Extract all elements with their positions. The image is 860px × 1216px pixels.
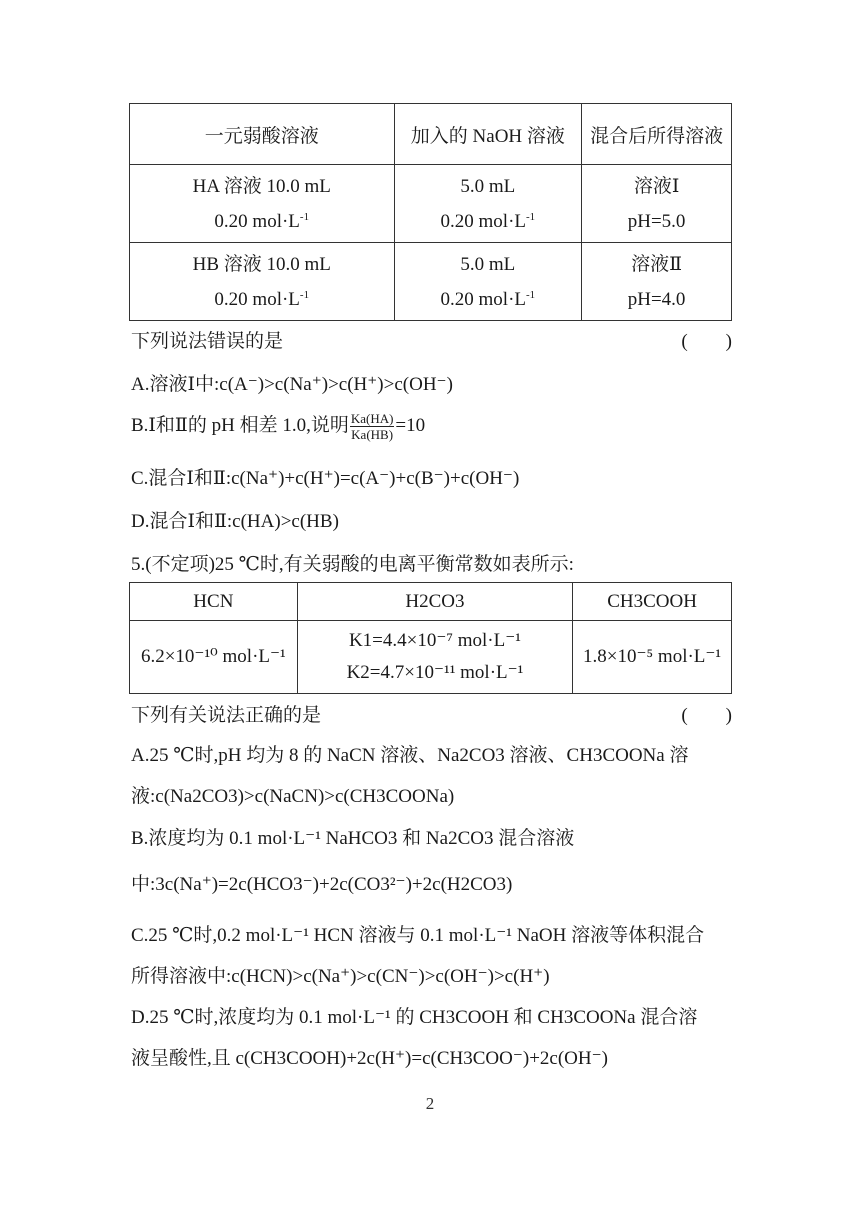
table-row: [130, 621, 732, 694]
ionization-constant-table: [129, 582, 732, 694]
q4-option-a: A.溶液Ⅰ中:c(A⁻)>c(Na⁺)>c(H⁺)>c(OH⁻): [131, 374, 453, 395]
table-row: [130, 165, 732, 243]
table1-cell-result: 溶液Ⅱ pH=4.0: [582, 243, 732, 321]
h2co3-constants: K1=4.4×10⁻⁷ mol·L⁻¹ K2=4.7×10⁻¹¹ mol·L⁻¹: [297, 621, 572, 694]
q5-answer-paren: ( ): [681, 705, 732, 726]
table1-cell-naoh: 5.0 mL 0.20 $mol\cdot L^{-1}$: [394, 165, 582, 243]
page-number: 2: [425, 1094, 435, 1113]
table2-header-h2co3: H2CO3: [297, 583, 572, 621]
q5-option-a-line1: A.25 ℃时,pH 均为 8 的 NaCN 溶液、Na2CO3 溶液、CH3COONa 溶: [131, 745, 689, 766]
table2-header-hcn: HCN: [130, 583, 298, 621]
q5-option-c-line2: 所得溶液中:c(HCN)>c(Na⁺)>c(CN⁻)>c(OH⁻)>c(H⁺): [131, 966, 550, 987]
q5-option-b-line1: B.浓度均为 0.1 mol·L⁻¹ NaHCO3 和 Na2CO3 混合溶液: [131, 828, 575, 849]
q4-option-b: B.Ⅰ和Ⅱ的 pH 相差 1.0,说明 $\frac{Ka(HA)}{Ka(HB)}$ =10: [131, 411, 426, 443]
table1-header-acid: 一元弱酸溶液: [130, 104, 395, 165]
table1-header-result: 混合后所得溶液: [582, 104, 732, 165]
q4-stem: 下列说法错误的是: [131, 331, 284, 352]
q5-option-d-line2: 液呈酸性,且 c(CH3COOH)+2c(H⁺)=c(CH3COO⁻)+2c(OH⁻): [131, 1048, 608, 1069]
q5-title: 5.(不定项)25 ℃时,有关弱酸的电离平衡常数如表所示:: [131, 554, 574, 575]
table1-cell-result: 溶液Ⅰ pH=5.0: [582, 165, 732, 243]
table1-cell-naoh: 5.0 mL 0.20 $mol\cdot L^{-1}$: [394, 243, 582, 321]
ch3cooh-constant: 1.8×10⁻⁵ mol·L⁻¹: [573, 621, 732, 694]
ka-ratio-fraction: $\frac{Ka(HA)}{Ka(HB)}$: [350, 411, 394, 443]
q4-option-d: D.混合Ⅰ和Ⅱ:c(HA)>c(HB): [131, 511, 339, 532]
table1-header-naoh: 加入的 NaOH 溶液: [394, 104, 582, 165]
table1-cell-acid: HA 溶液 10.0 mL 0.20 $mol\cdot L^{-1}$: [130, 165, 395, 243]
table-row: [130, 243, 732, 321]
table1-cell-acid: HB 溶液 10.0 mL 0.20 $mol\cdot L^{-1}$: [130, 243, 395, 321]
acid-naoh-table: [129, 103, 732, 321]
q5-option-c-line1: C.25 ℃时,0.2 mol·L⁻¹ HCN 溶液与 0.1 mol·L⁻¹ NaOH 溶液等体积混合: [131, 925, 705, 946]
q5-option-d-line1: D.25 ℃时,浓度均为 0.1 mol·L⁻¹ 的 CH3COOH 和 CH3COONa 混合溶: [131, 1007, 698, 1028]
q5-stem: 下列有关说法正确的是: [131, 705, 322, 726]
hcn-constant: 6.2×10⁻¹⁰ mol·L⁻¹: [130, 621, 298, 694]
q4-option-c: C.混合Ⅰ和Ⅱ:c(Na⁺)+c(H⁺)=c(A⁻)+c(B⁻)+c(OH⁻): [131, 468, 520, 489]
q5-option-a-line2: 液:c(Na2CO3)>c(NaCN)>c(CH3COONa): [131, 786, 455, 807]
table2-header-ch3cooh: CH3COOH: [573, 583, 732, 621]
q4-answer-paren: ( ): [681, 331, 732, 352]
q5-option-b-line2: 中:3c(Na⁺)=2c(HCO3⁻)+2c(CO3²⁻)+2c(H2CO3): [131, 874, 513, 895]
